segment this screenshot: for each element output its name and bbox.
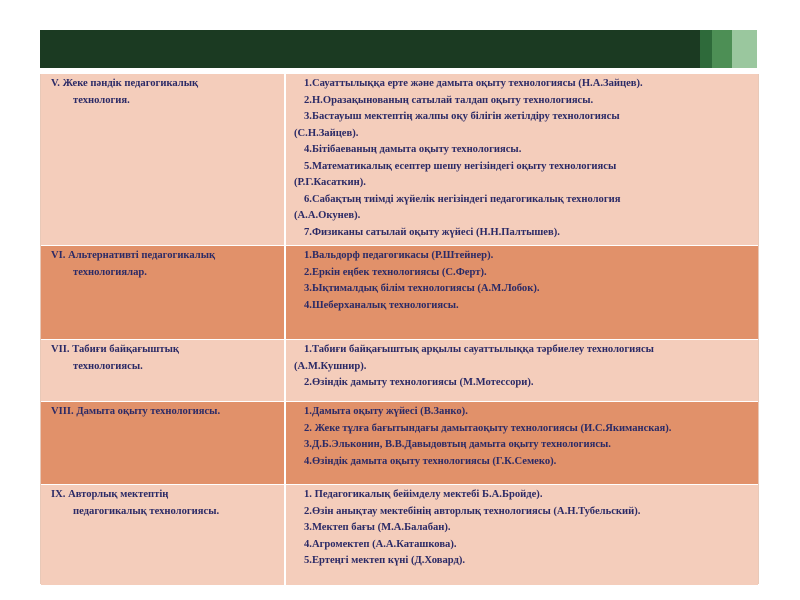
items-cell [285, 74, 758, 246]
list-item: 3.Ықтималдық білім технологиясы (А.М.Лобок). [304, 283, 540, 294]
table-row [41, 74, 758, 246]
table-row [41, 340, 758, 402]
category-cell [41, 485, 285, 586]
list-item: 1.Сауаттылыққа ерте және дамыта оқыту технологиясы (Н.А.Зайцев). [304, 78, 643, 89]
header-accent-stripe [732, 30, 757, 68]
category-cell [41, 402, 285, 485]
category-title: V. Жеке пәндік педагогикалық [51, 78, 199, 89]
category-cell [41, 74, 285, 246]
list-item: 2.Өзін анықтау мектебінің авторлық технологиясы (А.Н.Тубельский). [304, 505, 641, 517]
table-row [41, 246, 758, 340]
list-item: 2.Еркін еңбек технологиясы (С.Ферт). [304, 266, 487, 278]
list-item: 4.Шеберханалық технологиясы. [304, 299, 459, 311]
list-item-cont: (С.Н.Зайцев). [294, 127, 359, 139]
list-item: 1.Дамыта оқыту жүйесі (В.Занко). [304, 406, 468, 417]
category-title-cont: технология. [73, 94, 130, 106]
list-item-cont: (А.А.Окунев). [294, 210, 361, 221]
list-item: 1. Педагогикалық бейімделу мектебі Б.А.Бройде). [304, 489, 543, 500]
list-item: 5.Ертеңгі мектеп күні (Д.Ховард). [304, 555, 466, 566]
list-item-cont: (А.М.Кушнир). [294, 360, 367, 372]
category-cell [41, 340, 285, 402]
list-item: 4.Өзіндік дамыта оқыту технологиясы (Г.К.Семеко). [304, 455, 557, 467]
category-title: VI. Альтернативті педагогикалық [51, 250, 216, 261]
list-item: 1.Вальдорф педагогикасы (Р.Штейнер). [304, 250, 494, 261]
list-item: 1.Табиғи байқағыштық арқылы сауаттылыққа тәрбиелеу технологиясы [304, 344, 654, 355]
list-item: 6.Сабақтың тиімді жүйелік негізіндегі педагогикалық технология [304, 193, 621, 205]
list-item: 4.Бітібаеваның дамыта оқыту технологиясы. [304, 144, 522, 155]
header-accent-stripe [712, 30, 732, 68]
items-cell [285, 340, 758, 402]
list-item-cont: (Р.Г.Касаткин). [294, 177, 366, 188]
list-item: 3.Д.Б.Эльконин, В.В.Давыдовтың дамыта оқыту технологиясы. [304, 439, 611, 450]
category-title: VIII. Дамыта оқыту технологиясы. [51, 406, 221, 417]
category-cell [41, 246, 285, 340]
category-title-cont: педагогикалық технологиясы. [73, 505, 220, 517]
slide-header-bar [40, 30, 757, 68]
technology-table-container [40, 74, 759, 584]
category-title: IX. Авторлық мектептің [51, 489, 169, 500]
list-item: 5.Математикалық есептер шешу негізіндегі оқыту технологиясы [304, 160, 617, 172]
list-item: 3.Мектеп бағы (М.А.Балабан). [304, 522, 451, 533]
table-row [41, 485, 758, 586]
list-item: 2.Н.Оразақынованың сатылай талдап оқыту технологиясы. [304, 94, 594, 106]
category-title-cont: технологиялар. [73, 266, 147, 278]
list-item: 4.Агромектеп (А.А.Каташкова). [304, 538, 457, 550]
header-accent-stripe [700, 30, 712, 68]
list-item: 2. Жеке тұлға бағытындағы дамытаоқыту технологиясы (И.С.Якиманская). [304, 422, 672, 434]
category-title: VII. Табиғи байқағыштық [51, 344, 179, 355]
items-cell [285, 246, 758, 340]
list-item: 7.Физиканы сатылай оқыту жүйесі (Н.Н.Палтышев). [304, 226, 560, 238]
list-item: 2.Өзіндік дамыту технологиясы (М.Мотессори). [304, 377, 534, 388]
category-title-cont: технологиясы. [73, 360, 143, 372]
items-cell [285, 402, 758, 485]
table-row [41, 402, 758, 485]
technology-table [41, 74, 758, 586]
items-cell [285, 485, 758, 586]
list-item: 3.Бастауыш мектептің жалпы оқу білігін жетілдіру технологиясы [304, 111, 620, 122]
